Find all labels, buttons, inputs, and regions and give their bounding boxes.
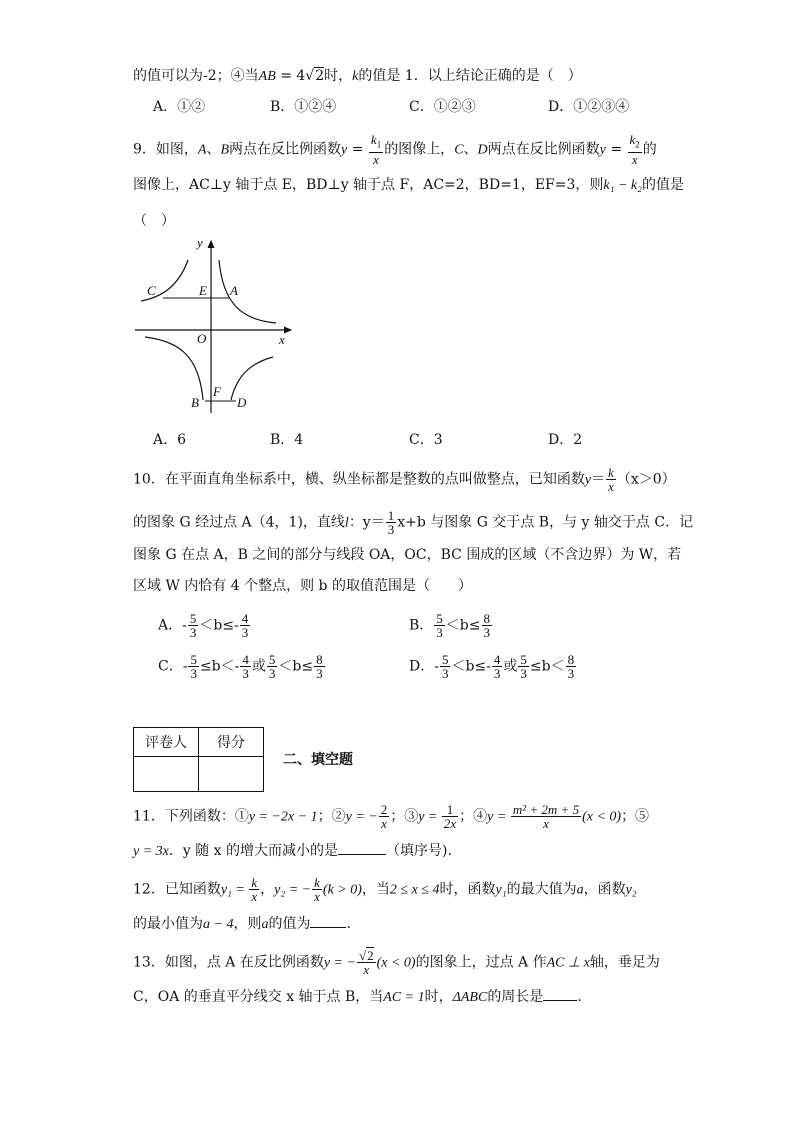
q8-option-a: A．①② <box>153 99 206 115</box>
score-cell[interactable] <box>199 757 264 792</box>
label-o: O <box>197 331 207 346</box>
q11-line2: y = 3x．y 随 x 的增大而减小的是 （填序号). <box>133 840 452 862</box>
label-e: E <box>199 283 207 298</box>
q10-stem-line3: 图象 G 在点 A，B 之间的部分与线段 OA，OC，BC 围成的区域（不含边界）为 W，若 <box>133 547 682 563</box>
q9-option-d: D．2 <box>548 432 583 448</box>
q10-option-d: D．- $\frac{5}{3}$ ＜b≤- $\frac{4}{3}$ 或 $\frac{5}{3}$ ≤b＜ $\frac{8}{3}$ <box>409 652 575 681</box>
label-f: F <box>213 384 221 399</box>
q8-tail-line: 的值可以为-2；④当AB = 4√2时，k的值是 1．以上结论正确的是（ ） <box>133 68 582 84</box>
q9-option-c: C．3 <box>409 432 443 448</box>
section-title: 二、填空题 <box>283 752 353 768</box>
q12-line2: 的最小值为a − 4，则a的值为 . <box>133 913 351 935</box>
q10-stem-line2: 的图象 G 经过点 A（4，1)，直线l：y＝ $\frac{1}{3}$ x+b 与图象 G 交于点 B，与 y 轴交于点 C．记 <box>133 508 694 537</box>
reviewer-header: 评卷人 <box>134 728 199 757</box>
curve-k1-q3 <box>145 337 203 400</box>
q9-stem-line2: 图像上，AC⊥y 轴于点 E，BD⊥y 轴于点 F，AC=2，BD=1，EF=3，则k₁ − k₂的值是 <box>133 177 685 193</box>
curve-k2-q4 <box>231 357 273 400</box>
curve-k1-q1 <box>219 260 276 323</box>
label-c: C <box>147 283 156 298</box>
q10-option-b: B． $\frac{5}{3}$ ＜b≤ $\frac{8}{3}$ <box>409 611 490 640</box>
q10-stem-line1: 10．在平面直角坐标系中，横、纵坐标都是整数的点叫做整点，已知函数y＝ $\frac{k}{x}$ （x＞0） <box>133 465 676 494</box>
q9-figure <box>133 235 298 415</box>
q11-line1: 11．下列函数：①y = −2x − 1；②y = − $\frac{2}{x}$ ；③y = $\frac{1}{2x}$ ；④y = $\frac{\text{m² + 2m + 5}}{x}$ (x < 0)；⑤ <box>133 802 650 831</box>
label-a: A <box>230 283 238 298</box>
q8-option-d: D．①②③④ <box>548 99 630 115</box>
q9-paren: （ ） <box>133 213 175 229</box>
score-header: 得分 <box>199 728 264 757</box>
q10-stem-line4: 区域 W 内恰有 4 个整点，则 b 的取值范围是（ ） <box>133 578 472 594</box>
q9-stem-line1: 9．如图，A、B两点在反比例函数y = $\frac{k_1}{x}$ 的图像上，C、D两点在反比例函数y = $\frac{k_2}{x}$ 的 <box>133 132 657 167</box>
q8-option-c: C．①②③ <box>409 99 476 115</box>
reviewer-cell[interactable] <box>134 757 199 792</box>
label-b: B <box>191 395 199 410</box>
label-d: D <box>237 395 247 410</box>
q13-answer-blank[interactable] <box>543 986 577 1001</box>
q9-option-b: B．4 <box>270 432 304 448</box>
q10-option-a: A．- $\frac{5}{3}$ ＜b≤- $\frac{4}{3}$ <box>158 611 249 640</box>
score-table <box>133 727 264 792</box>
label-x: x <box>279 332 285 347</box>
q9-option-a: A．6 <box>153 432 187 448</box>
q11-answer-blank[interactable] <box>338 840 386 855</box>
q13-line1: 13．如图，点 A 在反比例函数y = − $\frac{√2}{x}$ (x < 0)的图象上，过点 A 作AC ⊥ x轴，垂足为 <box>133 948 660 977</box>
q10-option-c: C．- $\frac{5}{3}$ ≤b＜- $\frac{4}{3}$ 或 $\frac{5}{3}$ ＜b≤ $\frac{8}{3}$ <box>158 652 323 681</box>
label-y: y <box>197 235 203 250</box>
q8-option-b: B．①②④ <box>270 99 337 115</box>
q13-line2: C，OA 的垂直平分线交 x 轴于点 B，当AC = 1时，ΔABC的周长是 . <box>133 986 582 1008</box>
q12-answer-blank[interactable] <box>310 913 346 928</box>
q12-line1: 12．已知函数y₁ = $\frac{k}{x}$ ，y₂ = − $\frac{k}{x}$ (k > 0)，当2 ≤ x ≤ 4时，函数y₁的最大值为a，函数y₂ <box>133 875 637 904</box>
